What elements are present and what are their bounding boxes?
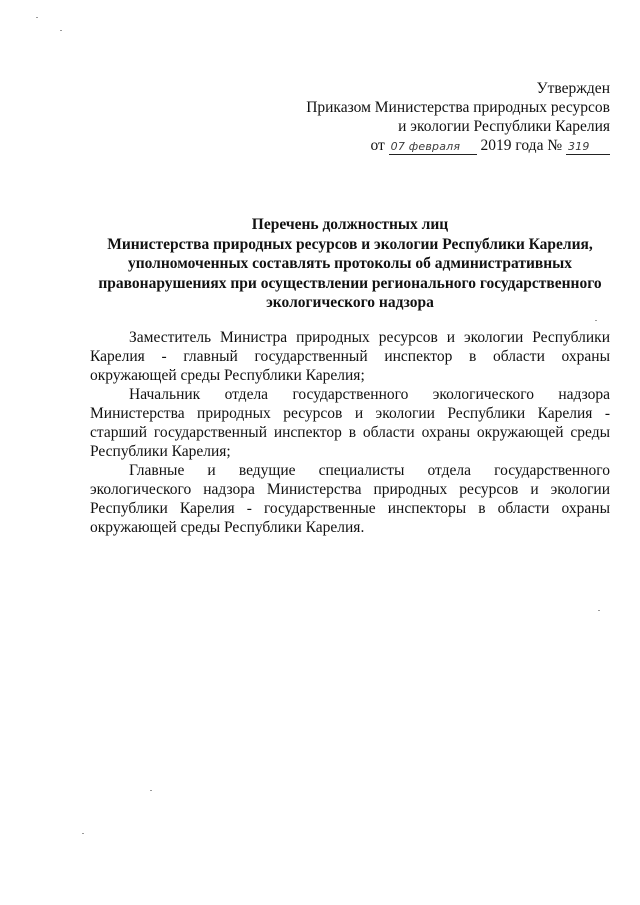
approval-date-line <box>306 136 610 155</box>
scan-speck <box>82 833 84 834</box>
scan-speck <box>150 790 152 791</box>
paragraph-deputy-minister: Заместитель Министра природных ресурсов и экологии Республики Карелия - главный государственный инспектор в области охраны окружающей среды Республики Карелия; <box>90 329 610 384</box>
paragraph-head-of-department: Начальник отдела государственного экологического надзора Министерства природных ресурсов и экологии Республики Карелия - старший государственный инспектор в области охраны окружающей среды Республики Карелия; <box>90 386 610 460</box>
title-line: уполномоченных составлять протоколы об административных <box>127 255 573 272</box>
scan-speck <box>36 17 38 18</box>
scan-speck <box>595 320 597 321</box>
year-text: 2019 года № <box>480 137 563 154</box>
scan-speck <box>598 610 600 611</box>
approval-block <box>306 79 610 155</box>
scan-speck <box>60 30 62 31</box>
title-line: Перечень должностных лиц <box>251 216 449 233</box>
date-prefix: от <box>370 137 385 154</box>
title-line: правонарушениях при осуществлении регионального государственного <box>98 274 602 292</box>
approval-heading: Утвержден <box>536 80 610 97</box>
handwritten-number: 319 <box>566 140 610 155</box>
paragraph-specialists: Главные и ведущие специалисты отдела государственного экологического надзора Министерства природных ресурсов и экологии Республики Карелия - государственные инспекторы в области охраны окружающей среды Республики Карелия. <box>90 462 610 536</box>
title-line: Министерства природных ресурсов и экологии Республики Карелия, <box>107 235 593 253</box>
document-body <box>90 328 610 537</box>
document-title <box>90 215 610 313</box>
handwritten-date: 07 февраля <box>389 140 477 155</box>
approval-ministry-line: и экологии Республики Карелия <box>398 118 610 135</box>
title-line: экологического надзора <box>266 294 434 311</box>
approval-order-line: Приказом Министерства природных ресурсов <box>306 99 610 116</box>
